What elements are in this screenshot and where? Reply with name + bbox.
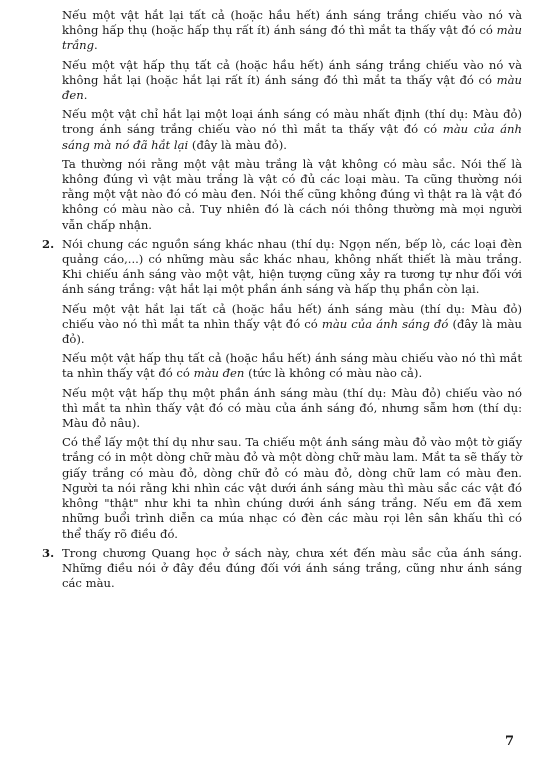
- term-black-2: màu đen: [193, 366, 245, 381]
- term-reflected-light-color: màu của ánh sáng mà nó đã hắt lại: [62, 122, 522, 152]
- paragraph-light-sources: Nói chung các nguồn sáng khác nhau (thí dụ: Ngọn nến, bếp lò, các loại đèn quảng cáo,...) có những màu sắc khác nhau, không nhất thiết là màu trắng. Khi chiếu ánh sáng vào một vật, hiện tượng cũng xảy ra tương tự như đối với ánh sáng trắng: vật hắt lại một phần ánh sáng và hấp thụ phần còn lại.: [62, 236, 522, 297]
- item-number: 2.: [42, 236, 55, 251]
- paragraph-optics-note: Trong chương Quang học ở sách này, chưa xét đến màu sắc của ánh sáng. Những điều nói ở đây đều đúng đối với ánh sáng trắng, cũng như ánh sáng các màu.: [62, 545, 522, 591]
- page-number: 7: [504, 734, 514, 749]
- main-text: [42, 8, 522, 595]
- term-light-color: màu của ánh sáng đó: [321, 316, 449, 331]
- paragraph-common-usage: Ta thường nói rằng một vật màu trắng là vật không có màu sắc. Nói thế là không đúng vì vật màu trắng là vật có đủ các loại màu. Ta cũng thường nói rằng một vật nào đó có màu đen. Nói thế cũng không đúng vì thật ra là vật đó không có màu nào cả. Tuy nhiên đó là cách nói thông thường mà mọi người vẫn chấp nhận.: [62, 156, 522, 232]
- paragraph-black-color: Nếu một vật hấp thụ tất cả (hoặc hầu hết) ánh sáng trắng chiếu vào nó và không hắt lại (hoặc hắt lại rất ít) ánh sáng đó thì mắt ta thấy vật đó có màu đen.: [62, 57, 522, 103]
- term-black: màu đen: [62, 72, 522, 103]
- list-item-2: [42, 236, 522, 542]
- paragraph-reflected-color: Nếu một vật chỉ hắt lại một loại ánh sáng có màu nhất định (thí dụ: Màu đỏ) trong ánh sáng trắng chiếu vào nó thì mắt ta thấy vật đó có màu của ánh sáng mà nó đã hắt lại (đây là màu đỏ).: [62, 107, 522, 152]
- paragraph-example: Có thể lấy một thí dụ như sau. Ta chiếu một ánh sáng màu đỏ vào một tờ giấy trắng có in một dòng chữ màu đỏ và một dòng chữ màu lam. Mắt ta sẽ thấy tờ giấy trắng có màu đỏ, dòng chữ đỏ có màu đỏ, dòng chữ lam có màu đen. Người ta nói rằng khi nhìn các vật dưới ánh sáng màu thì màu sắc các vật đó không "thật" như khi ta nhìn chúng dưới ánh sáng trắng. Nếu em đã xem những buổi trình diễn ca múa nhạc có đèn các màu rọi lên sân khấu thì có thể thấy rõ điều đó.: [62, 435, 522, 541]
- paragraph-partial-absorb: Nếu một vật hấp thụ một phần ánh sáng màu (thí dụ: Màu đỏ) chiếu vào nó thì mắt ta nhìn thấy vật đó có màu của ánh sáng đó, nhưng sẫm hơn (thí dụ: Màu đỏ nâu).: [62, 385, 522, 431]
- paragraph-colored-absorb: Nếu một vật hấp thụ tất cả (hoặc hầu hết) ánh sáng màu chiếu vào nó thì mắt ta nhìn thấy vật đó có màu đen (tức là không có màu nào cả).: [62, 351, 522, 381]
- item-number: 3.: [42, 545, 55, 560]
- term-white: màu trắng: [62, 23, 522, 53]
- paragraph-white-color: Nếu một vật hắt lại tất cả (hoặc hầu hết) ánh sáng trắng chiếu vào nó và không hấp thụ (hoặc hấp thụ rất ít) ánh sáng đó thì mắt ta thấy vật đó có màu trắng.: [62, 8, 522, 53]
- paragraph-colored-reflect: Nếu một vật hắt lại tất cả (hoặc hầu hết) ánh sáng màu (thí dụ: Màu đỏ) chiếu vào nó thì mắt ta nhìn thấy vật đó có màu của ánh sáng đó (đây là màu đỏ).: [62, 301, 522, 347]
- list-item-3: [42, 545, 522, 592]
